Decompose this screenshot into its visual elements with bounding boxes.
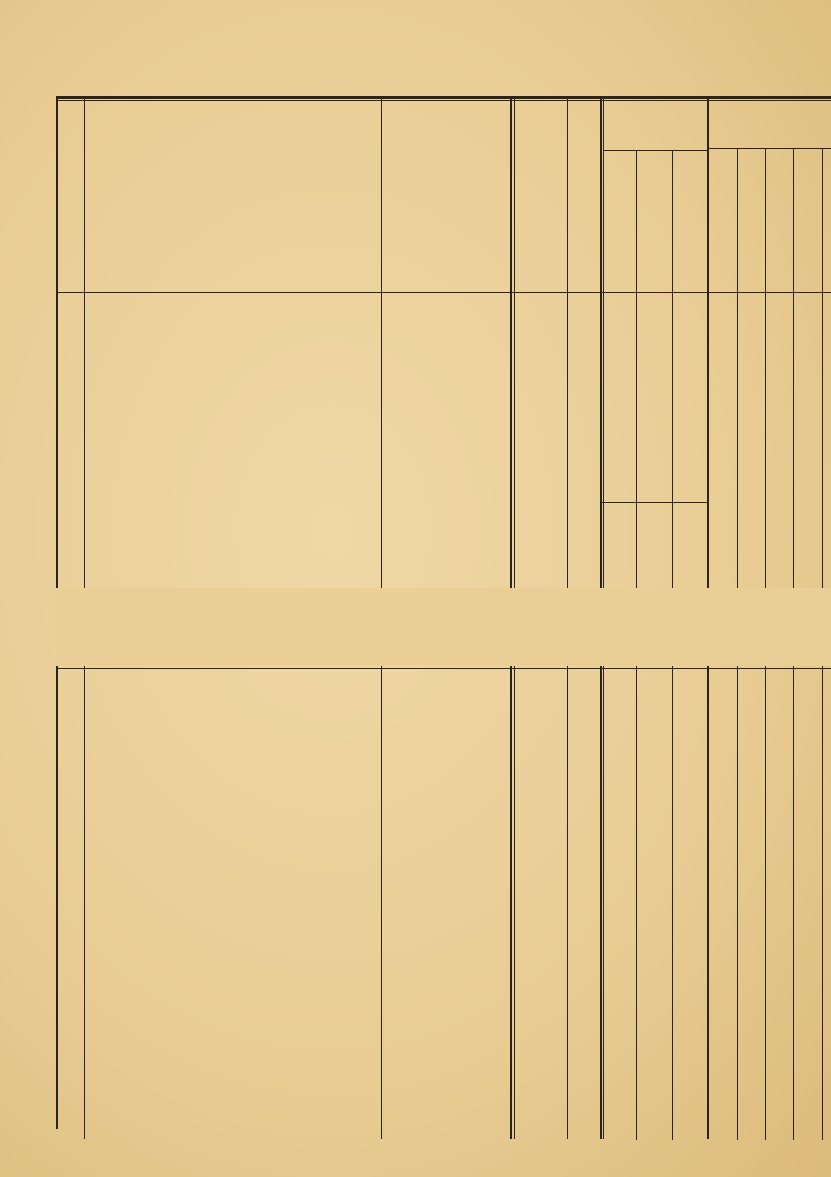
chislo-subrule bbox=[603, 150, 707, 151]
table-top-rule bbox=[56, 96, 831, 99]
table-top-rule-thin bbox=[56, 100, 831, 101]
header-dvor bbox=[515, 106, 563, 286]
section-rule bbox=[56, 668, 831, 669]
section-break bbox=[56, 588, 831, 666]
header-bottom-rule bbox=[56, 292, 831, 293]
dist-subrule bbox=[707, 148, 831, 149]
totals-rule bbox=[600, 502, 708, 503]
